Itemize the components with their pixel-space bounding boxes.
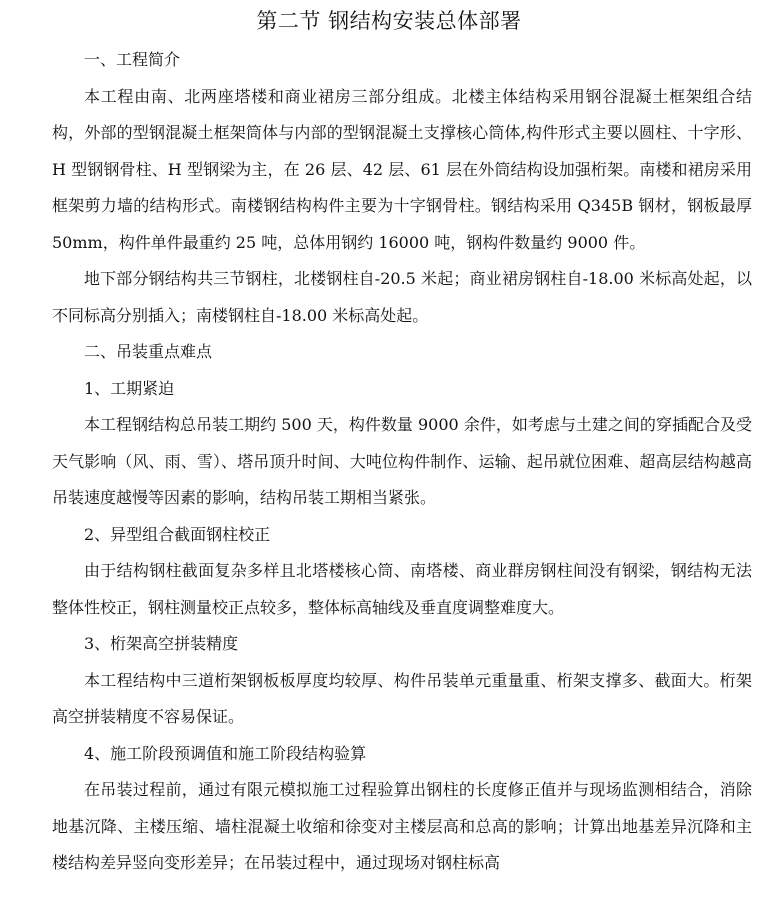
section-heading: 2、异型组合截面钢柱校正: [84, 524, 271, 544]
section-heading: 4、施工阶段预调值和施工阶段结构验算: [84, 743, 367, 763]
body-paragraph: 本工程由南、北两座塔楼和商业裙房三部分组成。北楼主体结构采用钢谷混凝土框架组合结构，外部的型钢混凝土框架筒体与内部的型钢混凝土支撑核心筒体,构件形式主要以圆柱、十字形、H 型钢钢骨柱、H 型钢梁为主，在 26 层、42 层、61 层在外筒结构设加强桁架。南楼和裙房采用框架剪力墙的结构形式。南楼钢结构构件主要为十字钢骨柱。钢结构采用 Q345B 钢材，钢板最厚 50mm，构件单件最重约 25 吨，总体用钢约 16000 吨，钢构件数量约 9000 件。: [52, 86, 752, 252]
document-body: [52, 42, 752, 882]
body-paragraph: 地下部分钢结构共三节钢柱，北楼钢柱自-20.5 米起；商业裙房钢柱自-18.00 米标高处起，以不同标高分别插入；南楼钢柱自-18.00 米标高处起。: [52, 269, 752, 325]
section-heading: 二、吊装重点难点: [84, 342, 213, 361]
section-title: 第二节 钢结构安装总体部署: [256, 9, 522, 33]
section-heading: 3、桁架高空拼装精度: [84, 634, 239, 653]
body-paragraph: 本工程钢结构总吊装工期约 500 天，构件数量 9000 余件，如考虑与土建之间的穿插配合及受天气影响（风、雨、雪）、塔吊顶升时间、大吨位构件制作、运输、起吊就位困难、超高层结构越高吊装速度越慢等因素的影响，结构吊装工期相当紧张。: [52, 415, 752, 507]
section-heading: 一、工程简介: [84, 50, 181, 69]
body-paragraph: 本工程结构中三道桁架钢板板厚度均较厚、构件吊装单元重量重、桁架支撑多、截面大。桁架高空拼装精度不容易保证。: [52, 670, 752, 726]
section-heading: 1、工期紧迫: [84, 378, 175, 398]
body-paragraph: 在吊装过程前，通过有限元模拟施工过程验算出钢柱的长度修正值并与现场监测相结合，消除地基沉降、主楼压缩、墙柱混凝土收缩和徐变对主楼层高和总高的影响；计算出地基差异沉降和主楼结构差异竖向变形差异；在吊装过程中，通过现场对钢柱标高: [52, 780, 752, 872]
body-paragraph: 由于结构钢柱截面复杂多样且北塔楼核心筒、南塔楼、商业群房钢柱间没有钢梁，钢结构无法整体性校正，钢柱测量校正点较多，整体标高轴线及垂直度调整难度大。: [52, 561, 752, 617]
